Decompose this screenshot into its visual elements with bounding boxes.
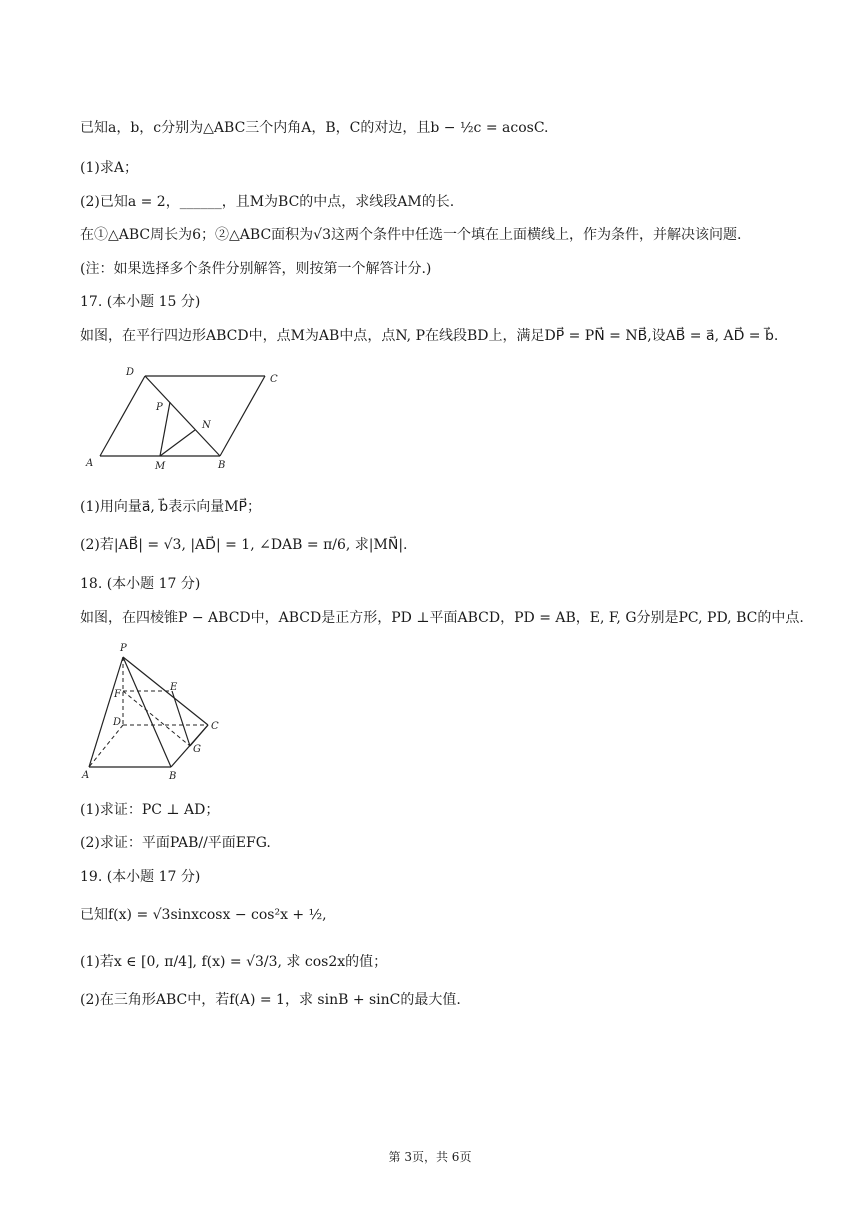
q17-intro: 如图，在平行四边形ABCD中，点M为AB中点，点N, P在线段BD上，满足DP⃗ = PN⃗ = NB⃗,设AB⃗ = a⃗, AD⃗ = b⃗. — [80, 328, 779, 344]
q19-part2: (2)在三角形ABC中，若f(A) = 1，求 sinB + sinC的最大值. — [80, 992, 461, 1008]
fig17-label-C: C — [270, 374, 278, 385]
q18-intro: 如图，在四棱锥P − ABCD中，ABCD是正方形，PD ⊥平面ABCD，PD = AB，E, F, G分别是PC, PD, BC的中点. — [80, 610, 804, 626]
q16-note: (注：如果选择多个条件分别解答，则按第一个解答计分.) — [80, 261, 432, 277]
fig17-label-P: P — [156, 402, 163, 413]
q19-part1: (1)若x ∈ [0, π/4], f(x) = √3/3, 求 cos2x的值； — [80, 954, 388, 970]
fig17-label-B: B — [218, 460, 226, 471]
q18-part1: (1)求证：PC ⊥ AD； — [80, 802, 220, 818]
q17-part1: (1)用向量a⃗, b⃗表示向量MP⃗； — [80, 499, 261, 515]
fig18-label-F: F — [114, 689, 121, 700]
fig17-label-M: M — [155, 461, 166, 472]
fig18-label-C: C — [211, 721, 219, 732]
q17-heading: 17. (本小题 15 分) — [80, 294, 201, 310]
page-footer: 第 3页，共 6页 — [388, 1150, 472, 1164]
q16-conditions: 在①△ABC周长为6；②△ABC面积为√3这两个条件中任选一个填在上面横线上，作为条件，并解决该问题. — [80, 227, 742, 243]
q19-intro: 已知f(x) = √3sinxcosx − cos²x + ½, — [80, 907, 327, 923]
q18-heading: 18. (本小题 17 分) — [80, 576, 201, 592]
q16-intro: 已知a，b，c分别为△ABC三个内角A，B，C的对边，且b − ½c = acosC. — [80, 120, 549, 136]
q18-pyramid-figure — [80, 640, 230, 782]
fig18-label-A: A — [82, 770, 90, 781]
fig18-label-D: D — [113, 717, 122, 728]
q16-part1: (1)求A； — [80, 160, 138, 176]
fig18-label-P: P — [120, 643, 127, 654]
fig17-label-N: N — [202, 420, 211, 431]
q18-part2: (2)求证：平面PAB//平面EFG. — [80, 835, 271, 851]
fig17-label-A: A — [86, 458, 94, 469]
q16-part2: (2)已知a = 2，______，且M为BC的中点，求线段AM的长. — [80, 194, 455, 210]
q19-heading: 19. (本小题 17 分) — [80, 869, 201, 885]
q17-part2: (2)若|AB⃗| = √3, |AD⃗| = 1, ∠DAB = π/6, 求|MN⃗|. — [80, 537, 408, 553]
fig18-label-E: E — [170, 682, 178, 693]
q17-parallelogram-figure — [82, 362, 292, 474]
fig17-label-D: D — [126, 367, 135, 378]
fig18-label-G: G — [193, 744, 201, 755]
fig18-label-B: B — [169, 771, 177, 782]
